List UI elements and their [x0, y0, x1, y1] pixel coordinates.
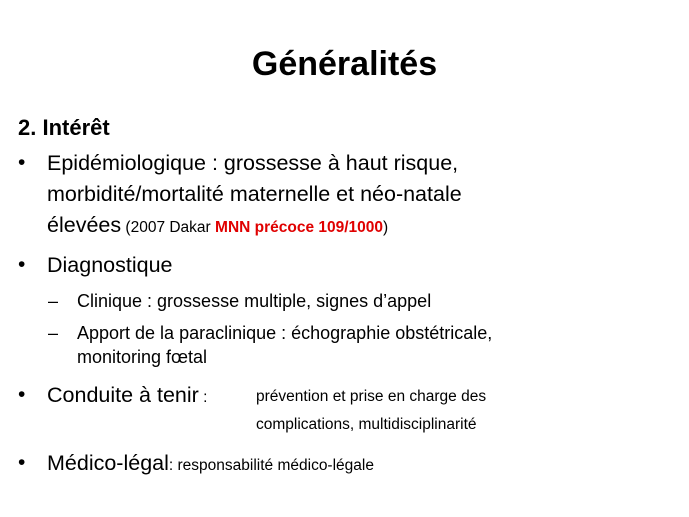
- bullet-dot-icon: •: [18, 253, 26, 276]
- section-heading: 2. Intérêt: [18, 115, 110, 140]
- bullet-medico-legal: [47, 448, 374, 481]
- dash-icon: –: [48, 291, 59, 311]
- conduite-heading: Conduite à tenir: [47, 383, 199, 407]
- conduite-detail-line-2: complications, multidisciplinarité: [256, 416, 477, 433]
- elevees-text: élevées: [47, 213, 122, 237]
- medico-legal-heading: Médico-légal: [47, 451, 169, 475]
- mnn-precoce-highlight: MNN précoce 109/1000: [215, 219, 384, 236]
- bullet-epidemiologique-line-3: [47, 210, 388, 243]
- bullet-epidemiologique-line-1: Epidémiologique : grossesse à haut risque,: [47, 151, 459, 175]
- bullet-dot-icon: •: [18, 151, 26, 174]
- sub-item-paraclinique-line-1: Apport de la paraclinique : échographie obstétricale,: [77, 323, 493, 343]
- dakar-2007-text: (2007 Dakar: [121, 219, 216, 236]
- bullet-diagnostique: Diagnostique: [47, 253, 173, 277]
- sub-item-clinique: Clinique : grossesse multiple, signes d’appel: [77, 291, 432, 311]
- bullet-dot-icon: •: [18, 383, 26, 406]
- conduite-detail-line-1: prévention et prise en charge des: [256, 388, 487, 405]
- closing-paren: ): [383, 219, 389, 236]
- conduite-colon: :: [198, 389, 208, 406]
- dash-icon: –: [48, 323, 59, 343]
- medico-legal-detail: : responsabilité médico-légale: [168, 457, 374, 474]
- sub-item-paraclinique-line-2: monitoring fœtal: [77, 347, 208, 367]
- bullet-conduite-a-tenir: [47, 380, 207, 413]
- bullet-epidemiologique-line-2: morbidité/mortalité maternelle et néo-natale: [47, 182, 462, 206]
- slide-title: Généralités: [251, 45, 438, 83]
- bullet-dot-icon: •: [18, 451, 26, 474]
